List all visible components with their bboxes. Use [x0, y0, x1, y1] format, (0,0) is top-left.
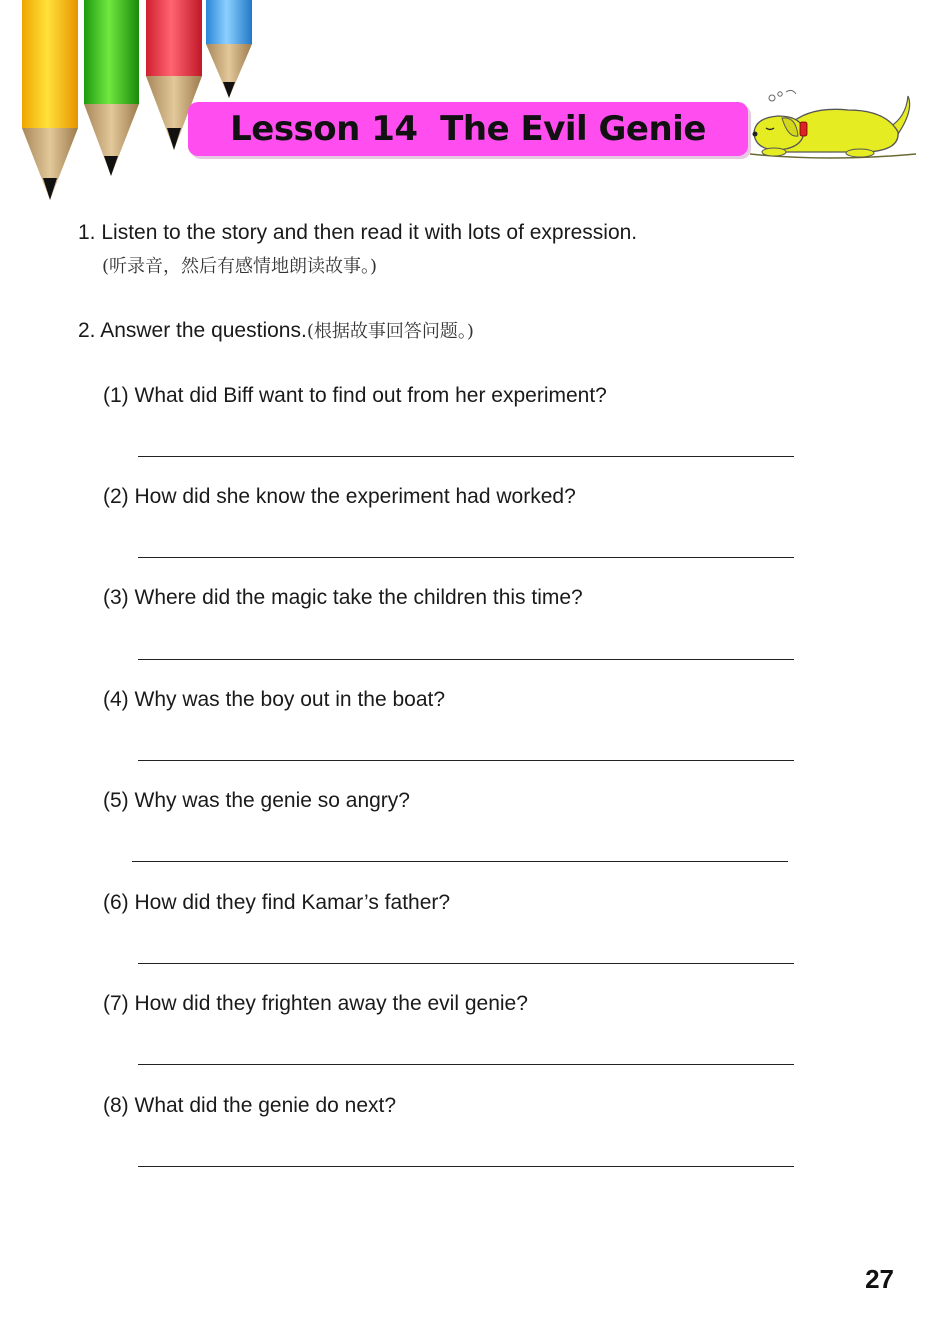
instruction-2 — [78, 318, 474, 345]
instruction-1-text: 1. Listen to the story and then read it with lots of expression. — [78, 221, 638, 244]
lesson-title: Lesson 14 The Evil Genie — [230, 109, 706, 149]
green-pencil — [84, 0, 139, 176]
answer-line-4[interactable] — [138, 760, 794, 761]
instruction-2-text: 2. Answer the questions. — [78, 319, 307, 342]
instruction-1-chinese: (听录音，然后有感情地朗读故事。) — [102, 256, 378, 277]
answer-line-2[interactable] — [138, 557, 794, 558]
answer-line-8[interactable] — [138, 1166, 794, 1167]
instruction-1 — [78, 220, 637, 246]
instruction-2-chinese: (根据故事回答问题。) — [306, 321, 474, 342]
question-3: (3) Where did the magic take the children this time? — [103, 586, 583, 609]
sleeping-dog-illustration — [748, 88, 920, 166]
yellow-pencil — [22, 0, 78, 200]
answer-line-1[interactable] — [138, 456, 794, 457]
question-8: (8) What did the genie do next? — [103, 1094, 397, 1117]
blue-pencil — [206, 0, 252, 98]
question-2: (2) How did she know the experiment had worked? — [103, 485, 576, 508]
question-7: (7) How did they frighten away the evil genie? — [103, 992, 528, 1015]
answer-line-6[interactable] — [138, 963, 794, 964]
answer-line-3[interactable] — [138, 659, 794, 660]
question-1: (1) What did Biff want to find out from her experiment? — [103, 384, 607, 407]
question-5: (5) Why was the genie so angry? — [103, 789, 410, 812]
page-number: 27 — [865, 1264, 894, 1294]
answer-line-5[interactable] — [132, 861, 788, 862]
question-6: (6) How did they find Kamar’s father? — [103, 891, 451, 914]
question-4: (4) Why was the boy out in the boat? — [103, 688, 446, 711]
lesson-title-banner — [188, 102, 748, 156]
answer-line-7[interactable] — [138, 1064, 794, 1065]
